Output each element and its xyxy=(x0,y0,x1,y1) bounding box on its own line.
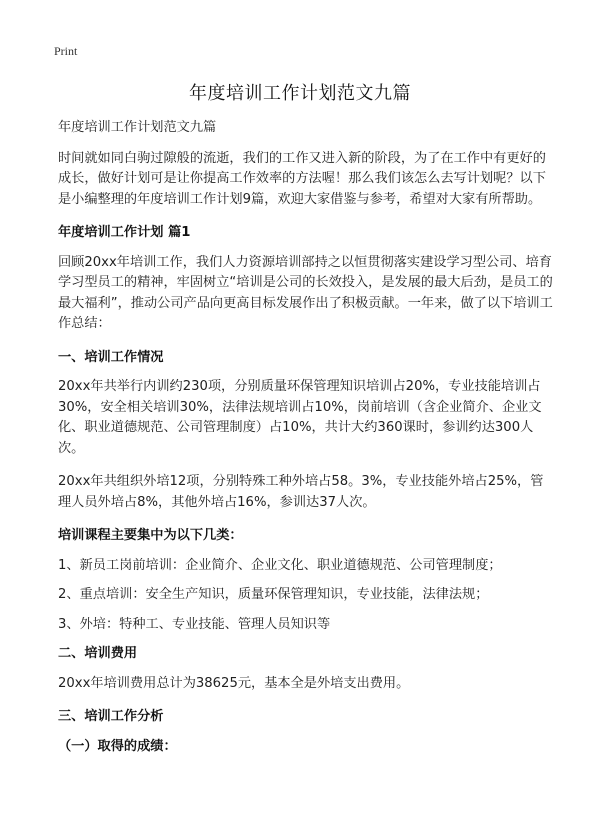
external-training-paragraph: 20xx年共组织外培12项，分别特殊工种外培占58。3%，专业技能外培占25%，管理人员外培占8%，其他外培占16%，参训达37人次。 xyxy=(58,474,544,510)
document-subtitle: 年度培训工作计划范文九篇 xyxy=(58,120,217,135)
internal-training-paragraph: 20xx年共举行内训约230项，分别质量环保管理知识培训占20%，专业技能培训占30%，安全相关培训30%，法律法规培训占10%，岗前培训（含企业简介、企业文化、职业道德规范、公司管理制度）占10%，共计大约360课时，参训约达300人次。 xyxy=(58,379,542,456)
section-heading-training-cost: 二、培训费用 xyxy=(58,646,138,661)
section-heading-training-analysis: 三、培训工作分析 xyxy=(58,709,164,724)
list-item: 1、新员工岗前培训：企业简介、企业文化、职业道德规范、公司管理制度； xyxy=(58,557,502,573)
print-label: Print xyxy=(54,44,78,58)
list-item: 2、重点培训：安全生产知识，质量环保管理知识，专业技能，法律法规； xyxy=(58,587,489,602)
article-heading: 年度培训工作计划 篇1 xyxy=(58,225,191,240)
page-title: 年度培训工作计划范文九篇 xyxy=(189,83,411,104)
subsection-heading-achievements: （一）取得的成绩： xyxy=(58,738,177,754)
intro-paragraph: 时间就如同白驹过隙般的流逝，我们的工作又进入新的阶段，为了在工作中有更好的成长，做好计划可是让你提高工作效率的方法喔！那么我们该怎么去写计划呢？以下是小编整理的年度培训工作计划9篇，欢迎大家借鉴与参考，希望对大家有所帮助。 xyxy=(58,150,546,207)
document-body xyxy=(58,118,556,766)
list-item: 3、外培：特种工、专业技能、管理人员知识等 xyxy=(58,616,331,632)
courses-heading: 培训课程主要集中为以下几类： xyxy=(58,528,243,543)
training-cost-paragraph: 20xx年培训费用总计为38625元，基本全是外培支出费用。 xyxy=(58,675,410,691)
section-heading-training-status: 一、培训工作情况 xyxy=(58,349,164,365)
article-intro-paragraph: 回顾20xx年培训工作，我们人力资源培训部持之以恒贯彻落实建设学习型公司、培育学习型员工的精神，牢固树立“培训是公司的长效投入，是发展的最大后劲，是员工的最大福利”，推动公司产品向更高目标发展作出了积极贡献。一年来，做了以下培训工作总结： xyxy=(58,254,553,331)
